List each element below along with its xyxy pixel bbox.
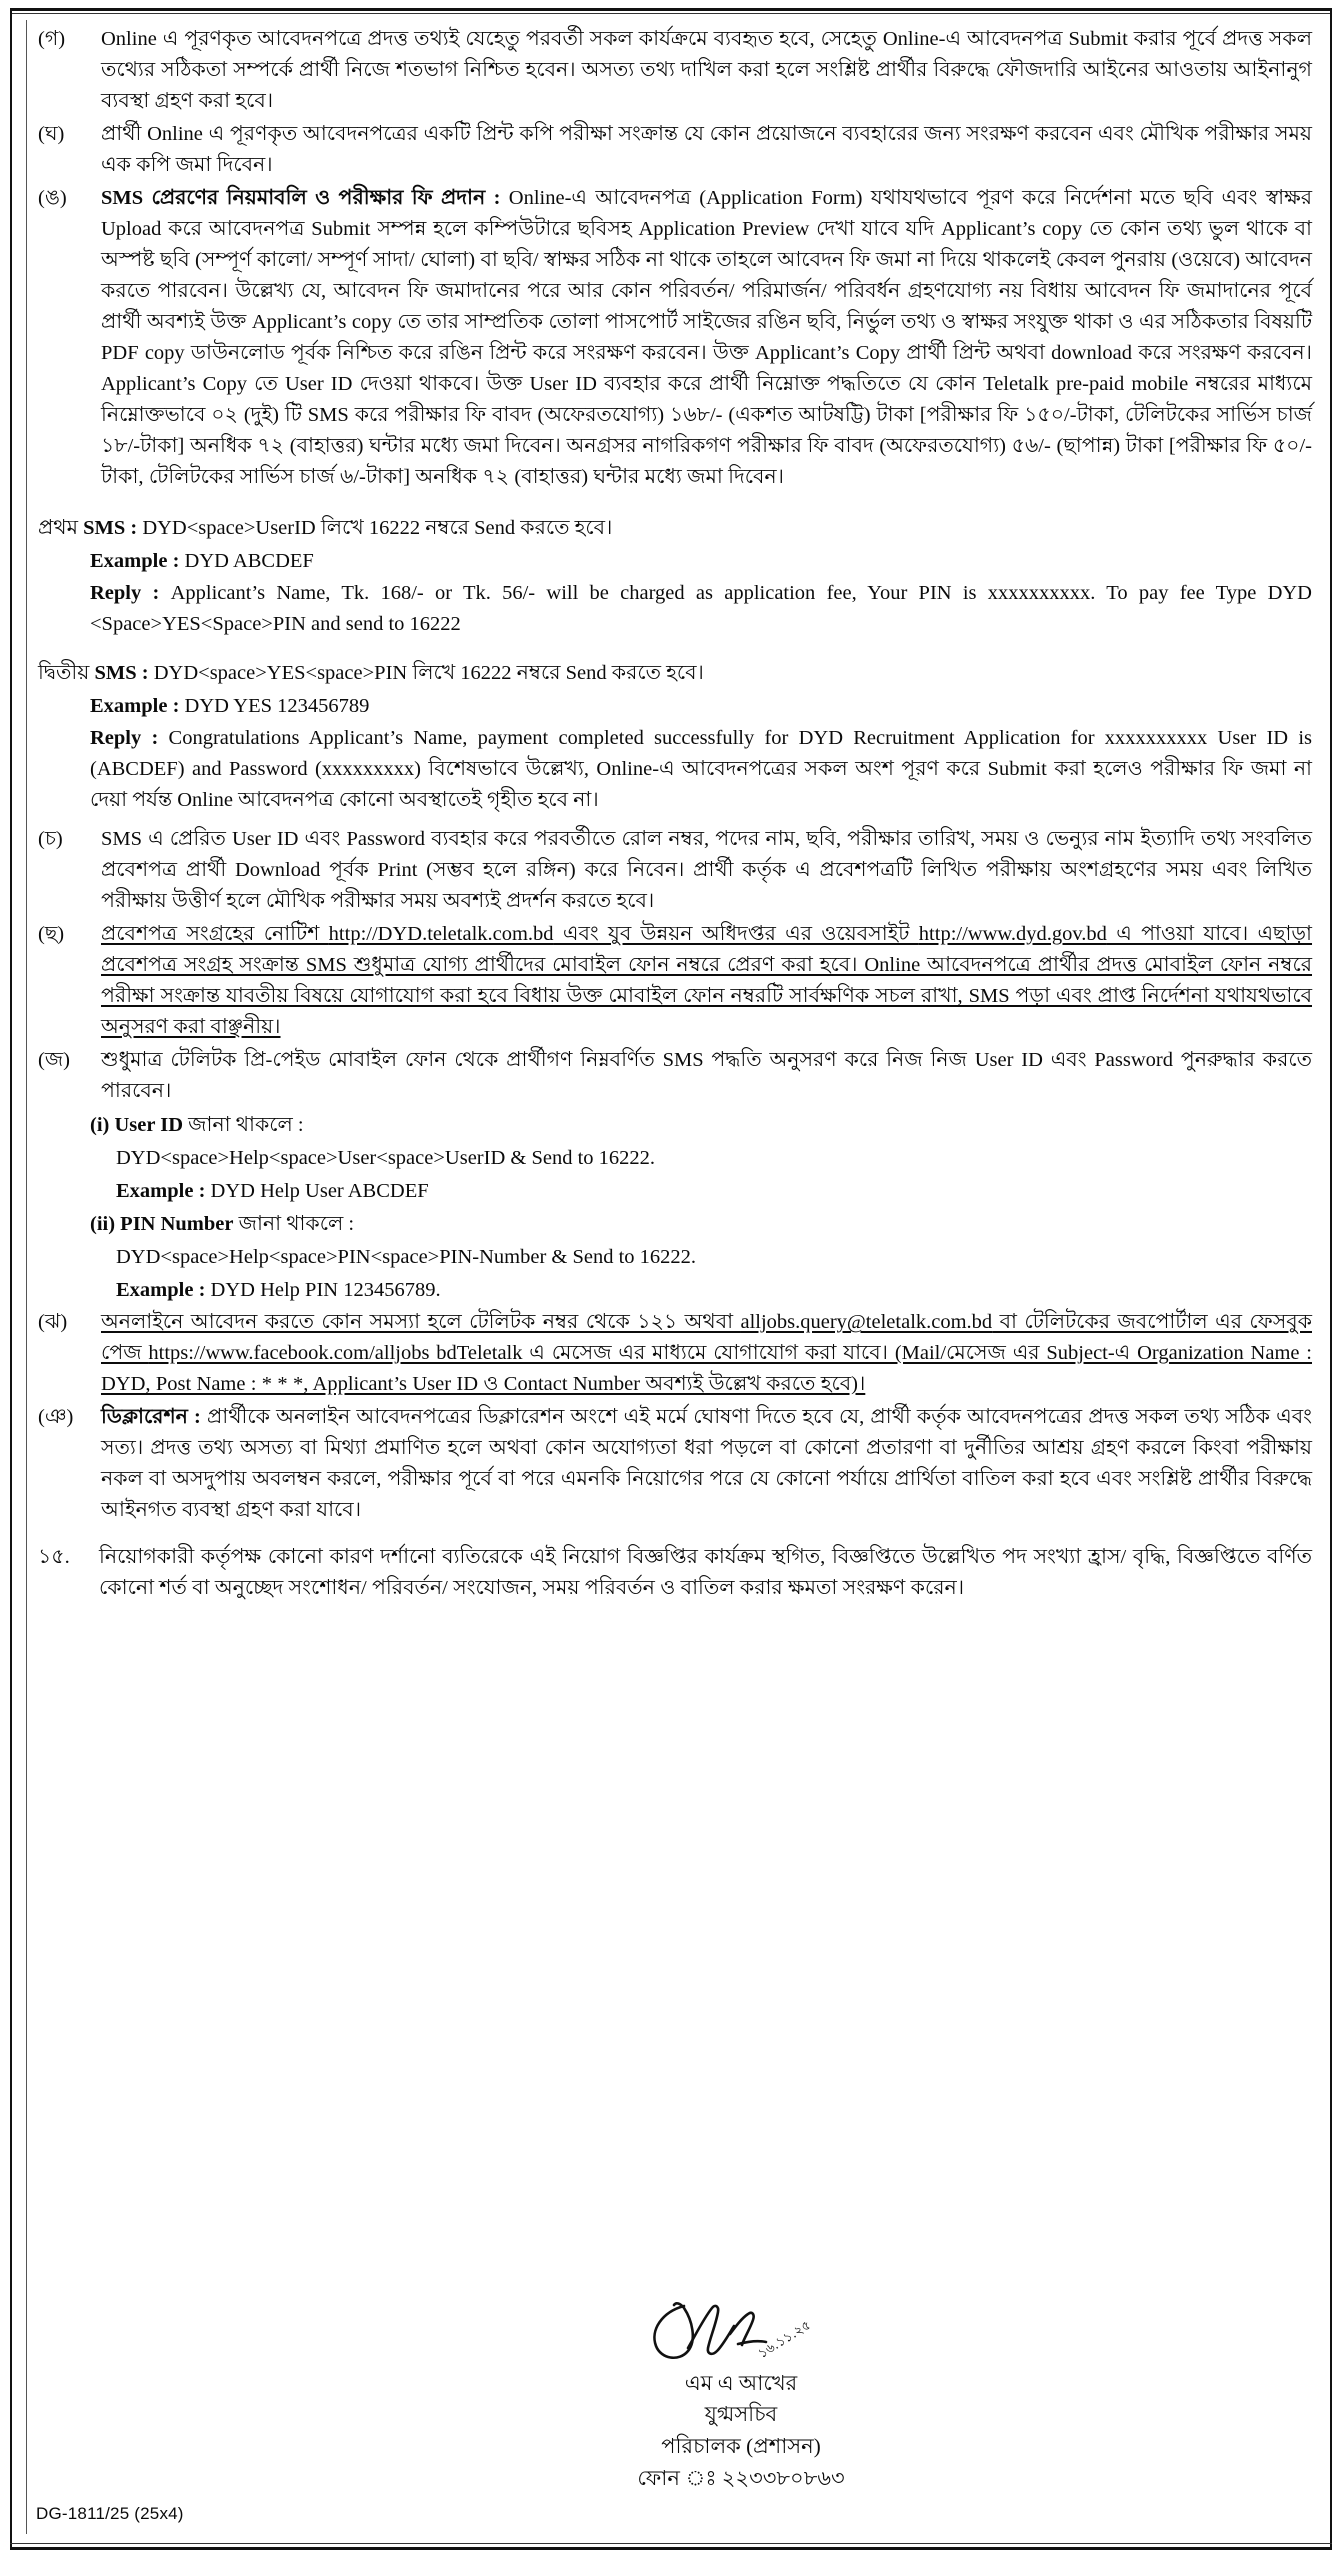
- clause-ga: [38, 24, 1312, 117]
- teletalk-portal-url[interactable]: http://DYD.teletalk.com.bd: [328, 923, 554, 945]
- second-sms-command: DYD<space>YES<space>PIN: [153, 662, 408, 684]
- second-sms-example: [90, 690, 1312, 723]
- clause-text-part1: অনলাইনে আবেদন করতে কোন সমস্যা হলে টেলিটক নম্বর থেকে ১২১ অথবা: [101, 1311, 741, 1333]
- help-item-pin-label: [90, 1208, 1312, 1241]
- example-value: DYD YES 123456789: [184, 695, 370, 717]
- page-border-bottom-thin: [10, 2543, 1332, 2544]
- facebook-page-url[interactable]: https://www.facebook.com/alljobs bdTeletalk: [148, 1342, 523, 1364]
- first-sms-colon: :: [125, 517, 143, 539]
- support-email[interactable]: alljobs.query@teletalk.com.bd: [740, 1311, 993, 1333]
- clause-text: নিয়োগকারী কর্তৃপক্ষ কোনো কারণ দর্শানো ব্যতিরেকে এই নিয়োগ বিজ্ঞপ্তির কার্যক্রম স্থগিত, বিজ্ঞপ্তিতে উল্লেখিত পদ সংখ্যা হ্রাস/ বৃদ্ধি, বিজ্ঞপ্তিতে বর্ণিত কোনো শর্ত বা অনুচ্ছেদ সংশোধন/ পরিবর্তন/ সংযোজন, সময় পরিবর্তন ও বাতিল করার ক্ষমতা সংরক্ষণ করেন।: [99, 1546, 1312, 1599]
- document-reference-code: DG-1811/25 (25x4): [36, 2504, 184, 2523]
- second-sms-colon: :: [136, 662, 154, 684]
- clause-nya-declaration: [38, 1402, 1312, 1526]
- clause-marker: (জ): [38, 1049, 70, 1071]
- page-border-top: [10, 8, 1332, 11]
- help-item-pin-example: [116, 1274, 1312, 1307]
- clause-chha-website: [38, 919, 1312, 1043]
- page-border-left-inner: [26, 20, 27, 2534]
- clause-uo: [38, 183, 1312, 493]
- clause-cha-admit: [38, 824, 1312, 917]
- clause-marker: (চ): [38, 828, 63, 850]
- clause-text-part2: বা টেলিটকের জবপোর্টাল এর ফেসবুক পেজ: [101, 1311, 1312, 1364]
- reply-label: Reply :: [90, 727, 169, 749]
- help-item-label-rest: জানা থাকলে :: [183, 1114, 304, 1136]
- reply-value-en: Congratulations Applicant’s Name, payment completed successfully for DYD Recruitment Application for xxxxxxxxxx User ID is (ABCDEF) and Password (xxxxxxxxx): [90, 727, 1312, 780]
- clause-ja-recover: [38, 1045, 1312, 1107]
- clause-text: শুধুমাত্র টেলিটক প্রি-পেইড মোবাইল ফোন থেকে প্রার্থীগণ নিম্নবর্ণিত SMS পদ্ধতি অনুসরণ করে নিজ নিজ User ID এবং Password পুনরুদ্ধার করতে পারবেন।: [101, 1049, 1312, 1102]
- page-border-right: [1330, 8, 1332, 2550]
- second-sms-line: [38, 657, 1312, 690]
- handwritten-signature-icon: [626, 2296, 856, 2374]
- footer: [34, 2296, 1318, 2526]
- clause-marker: (ঞ): [38, 1406, 74, 1428]
- clause-text-part2: এবং যুব উন্নয়ন অধিদপ্তর এর ওয়েবসাইট: [553, 923, 919, 945]
- first-sms-command: DYD<space>UserID: [142, 517, 316, 539]
- notice-content: [34, 24, 1318, 1606]
- example-value: DYD ABCDEF: [184, 550, 314, 572]
- signatory-name: এম এ আখের: [684, 2371, 798, 2395]
- first-sms-label-bn: প্রথম: [38, 517, 84, 539]
- help-item-number: (i): [90, 1114, 115, 1136]
- clause-marker: (গ): [38, 28, 66, 50]
- clause-marker: (ঘ): [38, 123, 65, 145]
- reply-label: Reply :: [90, 582, 171, 604]
- clause-text: প্রার্থী Online এ পূরণকৃত আবেদনপত্রের একটি প্রিন্ট কপি পরীক্ষা সংক্রান্ত যে কোন প্রয়োজনে ব্যবহারের জন্য সংরক্ষণ করবেন এবং মৌখিক পরীক্ষার সময় এক কপি জমা দিবেন।: [101, 123, 1312, 176]
- clause-marker: (ছ): [38, 923, 65, 945]
- second-sms-label-bn: দ্বিতীয়: [38, 662, 95, 684]
- help-item-pin-command: DYD<space>Help<space>PIN<space>PIN-Number & Send to 16222.: [116, 1246, 697, 1268]
- signatory-phone: ফোন ঃ ২২৩৩৮০৮৬৩: [637, 2466, 845, 2490]
- example-value: DYD Help User ABCDEF: [210, 1180, 429, 1202]
- second-sms-label: SMS: [94, 662, 137, 684]
- page-border-bottom: [10, 2547, 1332, 2550]
- clause-marker: (ঙ): [38, 187, 67, 209]
- page-border-left: [10, 8, 12, 2550]
- example-value: DYD Help PIN 123456789.: [210, 1279, 441, 1301]
- help-item-label-rest: জানা থাকলে :: [233, 1213, 355, 1235]
- first-sms-line: [38, 512, 1312, 545]
- sms-heading-keyword: SMS: [101, 187, 144, 209]
- clause-text-part3: এ মেসেজ এর মাধ্যমে যোগাযোগ করা যাবে। (Mail/মেসেজ এর Subject-এ Organization Name : DYD, Post Name : * * *, Applicant’s User ID ও Contact Number অবশ্যই উল্লেখ করতে হবে)।: [101, 1342, 1312, 1395]
- clause-marker: (ঝ): [38, 1311, 68, 1333]
- sms-heading-rest: প্রেরণের নিয়মাবলি ও পরীক্ষার ফি প্রদান :: [143, 187, 501, 209]
- signatory-designation-primary: যুগ্মসচিব: [704, 2402, 778, 2426]
- signatory-designation-secondary: পরিচালক (প্রশাসন): [661, 2434, 821, 2458]
- clause-text: Online এ পূরণকৃত আবেদনপত্রে প্রদত্ত তথ্যই যেহেতু পরবর্তী সকল কার্যক্রমে ব্যবহৃত হবে, সেহেতু Online-এ আবেদনপত্র Submit করার পূর্বে প্রদত্ত সকল তথ্যের সঠিকতা সম্পর্কে প্রার্থী নিজে শতভাগ নিশ্চিত হবেন। অসত্য তথ্য দাখিল করা হলে সংশ্লিষ্ট প্রার্থীর বিরুদ্ধে ফৌজদারি আইনের আওতায় আইনানুগ ব্যবস্থা গ্রহণ করা হবে।: [101, 28, 1312, 112]
- help-item-userid-command: DYD<space>Help<space>User<space>UserID & Send to 16222.: [116, 1147, 656, 1169]
- example-label: Example :: [116, 1279, 211, 1301]
- clause-gha: [38, 119, 1312, 181]
- svg-text:১৬.১১.২৫: ১৬.১১.২৫: [755, 2317, 814, 2362]
- first-sms-label: SMS: [83, 517, 126, 539]
- reply-value-bn: বিশেষভাবে উল্লেখ্য, Online-এ আবেদনপত্রের সকল অংশ পূরণ করে Submit করা হলেও পরীক্ষার ফি জমা না দেয়া পর্যন্ত Online আবেদনপত্র কোনো অবস্থাতেই গৃহীত হবে না।: [90, 758, 1313, 811]
- first-sms-example: [90, 545, 1312, 578]
- declaration-keyword: ডিক্লারেশন :: [101, 1406, 201, 1428]
- help-item-userid-label: [90, 1109, 1312, 1142]
- clause-text: SMS এ প্রেরিত User ID এবং Password ব্যবহার করে পরবর্তীতে রোল নম্বর, পদের নাম, ছবি, পরীক্ষার তারিখ, সময় ও ভেন্যুর নাম ইত্যাদি তথ্য সংবলিত প্রবেশপত্র প্রার্থী Download পূর্বক Print (সম্ভব হলে রঙ্গিন) করে নিবেন। প্রার্থী কর্তৃক এ প্রবেশপত্রটি লিখিত পরীক্ষায় অংশগ্রহণের সময় এবং লিখিত পরীক্ষায় উত্তীর্ণ হলে মৌখিক পরীক্ষার সময় অবশ্যই প্রদর্শন করতে হবে।: [101, 828, 1312, 912]
- second-sms-command-tail: লিখে 16222 নম্বরে Send করতে হবে।: [407, 662, 704, 684]
- clause-marker: ১৫.: [38, 1546, 70, 1568]
- clause-jha-contact: [38, 1307, 1312, 1400]
- signature-block: [34, 2296, 1318, 2494]
- clause-text: [101, 1307, 1312, 1400]
- first-sms-command-tail: লিখে 16222 নম্বরে Send করতে হবে।: [315, 517, 613, 539]
- sms-clause-body: Online-এ আবেদনপত্র (Application Form) যথাযথভাবে পূরণ করে নির্দেশনা মতে ছবি এবং স্বাক্ষর Upload করে আবেদনপত্র Submit সম্পন্ন হলে কম্পিউটারে ছবিসহ Application Preview দেখা যাবে যদি Applicant’s copy তে কোন তথ্য ভুল থাকে বা অস্পষ্ট ছবি (সম্পূর্ণ কালো/ সম্পূর্ণ সাদা/ ঘোলা) বা ছবি/ স্বাক্ষর সঠিক না থাকে তাহলে আবেদন ফি জমা না দিয়ে থাকলেই কেবল পুনরায় (ওয়েবে) আবেদন করতে পারবেন। উল্লেখ্য যে, আবেদন ফি জমাদানের পরে আর কোন পরিবর্তন/ পরিমার্জন/ পরিবর্ধন গ্রহণযোগ্য নয় বিধায় আবেদন ফি জমাদানের পূর্বে প্রার্থী অবশ্যই উক্ত Applicant’s copy তে তার সাম্প্রতিক তোলা পাসপোর্ট সাইজের রঙিন ছবি, নির্ভুল তথ্য ও স্বাক্ষর সংযুক্ত থাকা ও এর সঠিকতার বিষয়টি PDF copy ডাউনলোড পূর্বক নিশ্চিত করে রঙিন প্রিন্ট করে সংরক্ষণ করবেন। উক্ত Applicant’s Copy প্রার্থী প্রিন্ট অথবা download করে সংরক্ষণ করবেন। Applicant’s Copy তে User ID দেওয়া থাকবে। উক্ত User ID ব্যবহার করে প্রার্থী নিম্নোক্ত পদ্ধতিতে যে কোন Teletalk pre-paid mobile নম্বরের মাধ্যমে নিম্নোক্তভাবে ০২ (দুই) টি SMS করে পরীক্ষার ফি বাবদ (অফেরতযোগ্য) ১৬৮/- (একশত আটষট্টি) টাকা [পরীক্ষার ফি ১৫০/-টাকা, টেলিটকের সার্ভিস চার্জ ১৮/-টাকা] অনধিক ৭২ (বাহাত্তর) ঘন্টার মধ্যে জমা দিবেন। অনগ্রসর নাগরিকগণ পরীক্ষার ফি বাবদ (অফেরতযোগ্য) ৫৬/- (ছাপান্ন) টাকা [পরীক্ষার ফি ৫০/-টাকা, টেলিটকের সার্ভিস চার্জ ৬/-টাকা] অনধিক ৭২ (বাহাত্তর) ঘন্টার মধ্যে জমা দিবেন।: [101, 187, 1312, 488]
- help-item-userid-example: [116, 1175, 1312, 1208]
- first-sms-reply: [90, 578, 1312, 640]
- clause-text-part1: প্রবেশপত্র সংগ্রহের নোটিশ: [101, 923, 329, 945]
- clause-text-part3: এ পাওয়া যাবে। এছাড়া প্রবেশপত্র সংগ্রহ সংক্রান্ত SMS শুধুমাত্র যোগ্য প্রার্থীদের মোবাইল ফোন নম্বরে প্রেরণ করা হবে। Online আবেদনপত্রে প্রার্থীর প্রদত্ত মোবাইল ফোন নম্বরে পরীক্ষা সংক্রান্ত যাবতীয় বিষয়ে যোগাযোগ করা হবে বিধায় উক্ত মোবাইল ফোন নম্বরটি সার্বক্ষণিক সচল রাখা, SMS পড়া এবং প্রাপ্ত নির্দেশনা যথাযথভাবে অনুসরণ করা বাঞ্ছনীয়।: [101, 923, 1313, 1038]
- dyd-website-url[interactable]: http://www.dyd.gov.bd: [918, 923, 1107, 945]
- page-border-top-thin: [10, 13, 1332, 14]
- help-item-number: (ii): [90, 1213, 121, 1235]
- example-label: Example :: [116, 1180, 211, 1202]
- clause-text: [101, 1402, 1312, 1526]
- example-label: Example :: [90, 695, 185, 717]
- example-label: Example :: [90, 550, 185, 572]
- declaration-text: প্রার্থীকে অনলাইন আবেদনপত্রের ডিক্লারেশন অংশে এই মর্মে ঘোষণা দিতে হবে যে, প্রার্থী কর্তৃক আবেদনপত্রের প্রদত্ত সকল তথ্য সঠিক এবং সত্য। প্রদত্ত তথ্য অসত্য বা মিথ্যা প্রমাণিত হলে অথবা কোন অযোগ্যতা ধরা পড়লে বা কোনো প্রতারণা বা দুর্নীতির আশ্রয় গ্রহণ করলে কিংবা পরীক্ষায় নকল বা অসদুপায় অবলম্বন করলে, পরীক্ষার পূর্বে বা পরে এমনকি নিয়োগের পরে যে কোনো পর্যায়ে প্রার্থিতা বাতিল করা হবে এবং সংশ্লিষ্ট প্রার্থীর বিরুদ্ধে আইনগত ব্যবস্থা গ্রহণ করা যাবে।: [101, 1406, 1312, 1521]
- clause-text: [101, 919, 1312, 1043]
- clause-item-15: [38, 1542, 1312, 1604]
- clause-text: [101, 183, 1312, 493]
- help-item-keyword: User ID: [114, 1114, 184, 1136]
- reply-value: Applicant’s Name, Tk. 168/- or Tk. 56/- will be charged as application fee, Your PIN is xxxxxxxxxx. To pay fee Type DYD <Space>YES<Space>PIN and send to 16222: [90, 582, 1312, 635]
- help-item-keyword: PIN Number: [120, 1213, 234, 1235]
- second-sms-reply: [90, 723, 1312, 816]
